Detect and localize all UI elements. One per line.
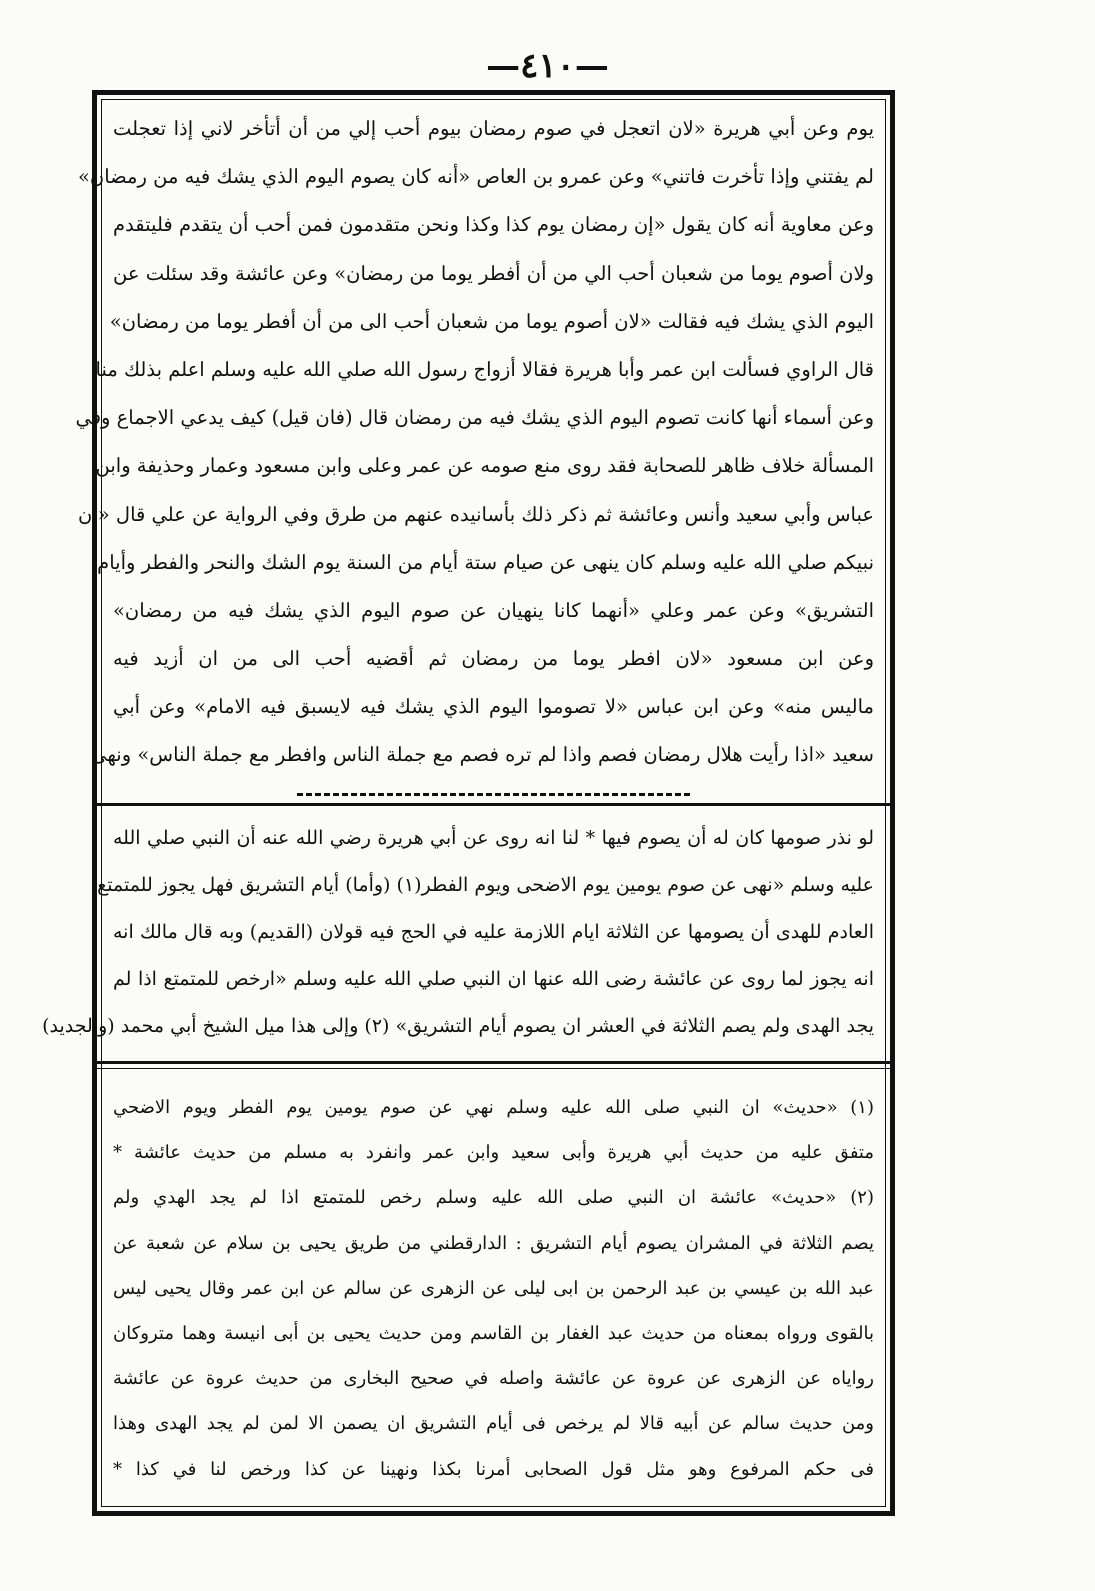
footnote-divider (97, 1061, 890, 1064)
footnote-line: (٢) «حديث» عائشة ان النبي صلى الله عليه وسلم رخص للمتمتع اذا لم يجد الهدي ولم (113, 1187, 874, 1209)
main-text-line: وعن ابن مسعود «لان افطر يوما من رمضان ثم أقضيه أحب الى من ان أزيد فيه (113, 647, 874, 671)
main-text-line: ماليس منه» وعن ابن عباس «لا تصوموا اليوم الذي يشك فيه لايسبق فيه الامام» وعن أبي (113, 695, 874, 719)
main-text-line: اليوم الذي يشك فيه فقالت «لان أصوم يوما من شعبان أحب الى من أن أفطر يوما من رمضان» (109, 309, 874, 333)
main-text-line: لم يفتني وإذا تأخرت فاتني» وعن عمرو بن العاص «أنه كان يصوم اليوم الذي يشك فيه من رمضان» (77, 165, 874, 189)
main-text (75, 105, 874, 780)
footnotes (113, 1085, 874, 1492)
commentary-line: العادم للهدى أن يصومها عن الثلاثة ايام اللازمة عليه في الحج فيه قولان (القديم) وبه قال مالك انه (113, 921, 874, 943)
footnote-line: عبد الله بن عيسي بن عبد الرحمن بن ابى ليلى عن الزهرى عن سالم عن ابن عمر وقال يحيى ليس (113, 1277, 874, 1299)
footnote-line: فى حكم المرفوع وهو مثل قول الصحابى أمرنا بكذا ونهينا عن كذا ورخص لنا في كذا * (113, 1458, 874, 1480)
section-divider-dashed (297, 793, 690, 796)
commentary-text (42, 815, 874, 1050)
commentary-line: يجد الهدى ولم يصم الثلاثة في العشر ان يصوم أيام التشريق» (٢) وإلى هذا ميل الشيخ أبي محمد (والجديد) (42, 1015, 874, 1037)
main-text-line: التشريق» وعن عمر وعلي «أنهما كانا ينهيان عن صوم اليوم الذي يشك فيه من رمضان» (113, 598, 874, 622)
footnote-line: متفق عليه من حديث أبي هريرة وأبى سعيد وابن عمر وانفرد به مسلم من حديث عائشة * (113, 1142, 874, 1164)
footnote-line: يصم الثلاثة في المشران يصوم أيام التشريق : الدارقطني من طريق يحيى بن سلام عن شعبة عن (113, 1232, 874, 1254)
main-text-line: سعيد «اذا رأيت هلال رمضان فصم واذا لم تره فصم مع جملة الناس وافطر مع جملة الناس» ونهى (91, 743, 874, 767)
page-number: —٤١٠— (486, 46, 609, 86)
footnote-line: (١) «حديث» ان النبي صلى الله عليه وسلم نهي عن صوم يومين يوم الفطر ويوم الاضحي (113, 1097, 874, 1118)
commentary-line: عليه وسلم «نهى عن صوم يومين يوم الاضحى ويوم الفطر(١) (وأما) أيام التشريق فهل يجوز للمتمتع (97, 874, 874, 896)
commentary-line: انه يجوز لما روى عن عائشة رضى الله عنها ان النبي صلي الله عليه وسلم «ارخص للمتمتع اذا لم (113, 968, 874, 990)
commentary-line: لو نذر صومها كان له أن يصوم فيها * لنا انه روى عن أبي هريرة رضي الله عنه أن النبي صلي الله (113, 827, 874, 849)
main-text-line: يوم وعن أبي هريرة «لان اتعجل في صوم رمضان بيوم أحب إلي من أن أتأخر لاني إذا تعجلت (113, 117, 874, 140)
footnote-line: ومن حديث سالم عن أبيه قالا لم يرخص فى أيام التشريق ان يصمن الا لمن لم يجد الهدى وهذا (113, 1413, 874, 1435)
footnote-divider-thin (97, 1068, 890, 1069)
main-text-line: نبيكم صلي الله عليه وسلم كان ينهى عن صيام ستة أيام من السنة يوم الشك والنحر والفطر وأيام (97, 550, 874, 574)
section-divider (97, 803, 890, 806)
footnote-line: بالقوى ورواه بمعناه من حديث عبد الغفار بن القاسم ومن حديث يحيى بن أبى انيسة وهما متروكان (113, 1322, 874, 1344)
footnote-line: رواياه عن الزهرى عن عروة عن عائشة واصله في صحيح البخارى من حديث عروة عن عائشة (113, 1368, 874, 1390)
main-text-line: قال الراوي فسألت ابن عمر وأبا هريرة فقالا أزواج رسول الله صلي الله عليه وسلم اعلم بذلك منا (95, 357, 874, 381)
main-text-line: وعن معاوية أنه كان يقول «إن رمضان يوم كذا وكذا ونحن متقدمون فمن أحب أن يتقدم فليتقدم (113, 213, 874, 237)
main-text-line: المسألة خلاف ظاهر للصحابة فقد روى منع صومه عن عمر وعلى وابن مسعود وعمار وحذيفة وابن (95, 454, 874, 478)
page-frame (42, 90, 895, 1516)
main-text-line: ولان أصوم يوما من شعبان أحب الي من أن أفطر يوما من رمضان» وعن عائشة وقد سئلت عن (113, 261, 874, 285)
main-text-line: وعن أسماء أنها كانت تصوم اليوم الذي يشك فيه من رمضان قال (فان قيل) كيف يدعي الاجماع وفي (75, 406, 874, 430)
main-text-line: عباس وأبي سعيد وأنس وعائشة ثم ذكر ذلك بأسانيده عنهم من طرق وفي الرواية عن علي قال «إن (78, 502, 874, 526)
